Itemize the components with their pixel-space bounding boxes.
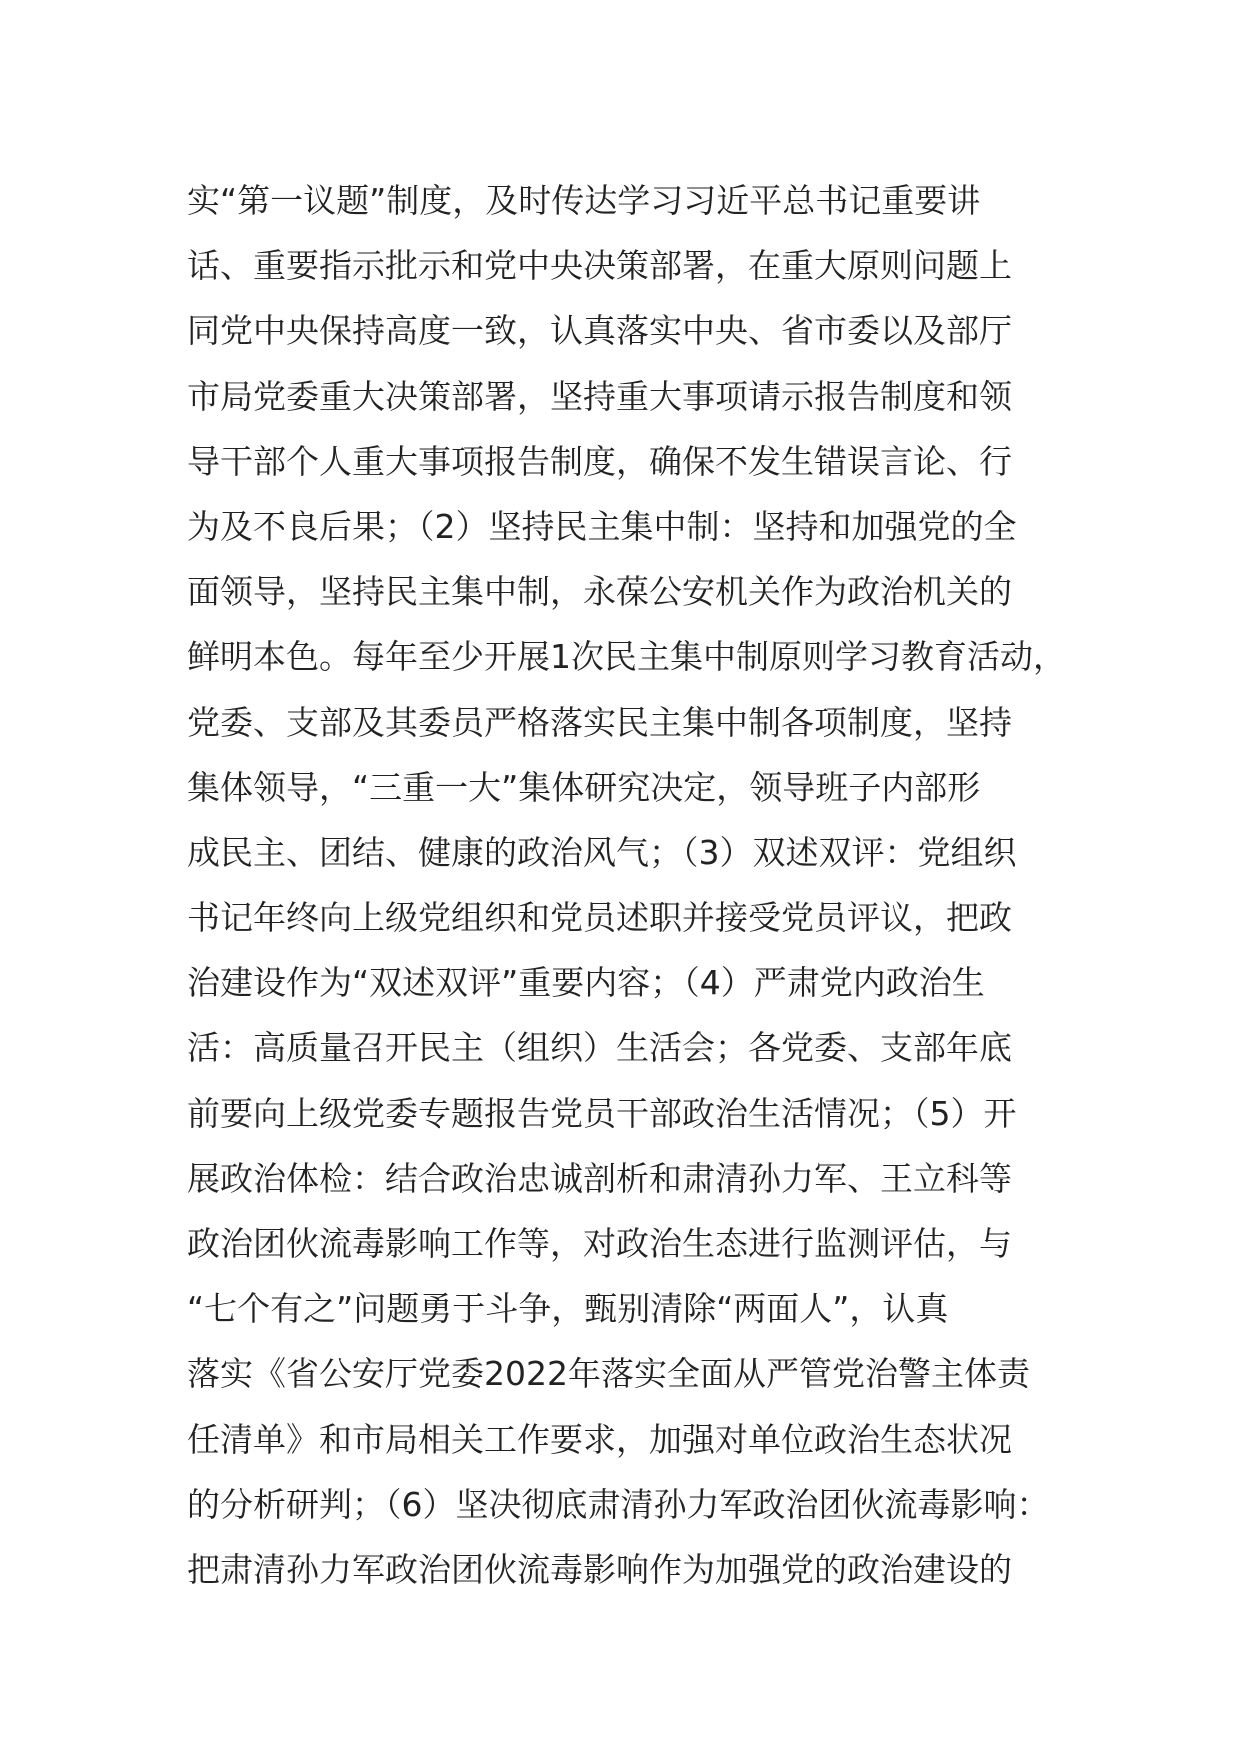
text-line: 前要向上级党委专题报告党员干部政治生活情况；（5）开 — [187, 1093, 1017, 1133]
text-line: 集体领导，“三重一大”集体研究决定，领导班子内部形 — [187, 767, 981, 807]
text-line: 落实《省公安厅党委2022年落实全面从严管党治警主体责 — [187, 1354, 1030, 1394]
text-line: 面领导，坚持民主集中制，永葆公安机关作为政治机关的 — [187, 572, 1012, 612]
text-line: 市局党委重大决策部署，坚持重大事项请示报告制度和领 — [187, 376, 1012, 416]
text-line: “七个有之”问题勇于斗争，甄别清除“两面人”，认真 — [187, 1289, 949, 1329]
text-line: 鲜明本色。每年至少开展1次民主集中制原则学习教育活动， — [187, 637, 1066, 677]
text-line: 把肃清孙力军政治团伙流毒影响作为加强党的政治建设的 — [187, 1549, 1012, 1589]
text-line: 政治团伙流毒影响工作等，对政治生态进行监测评估，与 — [187, 1224, 1012, 1263]
text-line: 实“第一议题”制度，及时传达学习习近平总书记重要讲 — [187, 181, 981, 220]
text-line: 同党中央保持高度一致，认真落实中央、省市委以及部厅 — [187, 311, 1012, 351]
text-line: 成民主、团结、健康的政治风气；（3）双述双评：党组织 — [187, 832, 1017, 872]
text-line: 活：高质量召开民主（组织）生活会；各党委、支部年底 — [187, 1028, 1012, 1068]
text-line: 导干部个人重大事项报告制度，确保不发生错误言论、行 — [187, 441, 1012, 481]
text-line: 的分析研判；（6）坚决彻底肃清孙力军政治团伙流毒影响： — [187, 1484, 1050, 1524]
text-line: 书记年终向上级党组织和党员述职并接受党员评议，把政 — [187, 898, 1012, 938]
text-line: 话、重要指示批示和党中央决策部署，在重大原则问题上 — [187, 246, 1012, 286]
text-line: 展政治体检：结合政治忠诚剖析和肃清孙力军、王立科等 — [187, 1158, 1012, 1198]
body-text — [187, 168, 1087, 1602]
text-line: 为及不良后果；（2）坚持民主集中制：坚持和加强党的全 — [187, 506, 1017, 546]
text-line: 治建设作为“双述双评”重要内容；（4）严肃党内政治生 — [187, 963, 985, 1003]
text-line: 任清单》和市局相关工作要求，加强对单位政治生态状况 — [187, 1419, 1012, 1459]
text-line: 党委、支部及其委员严格落实民主集中制各项制度，坚持 — [187, 702, 1012, 742]
